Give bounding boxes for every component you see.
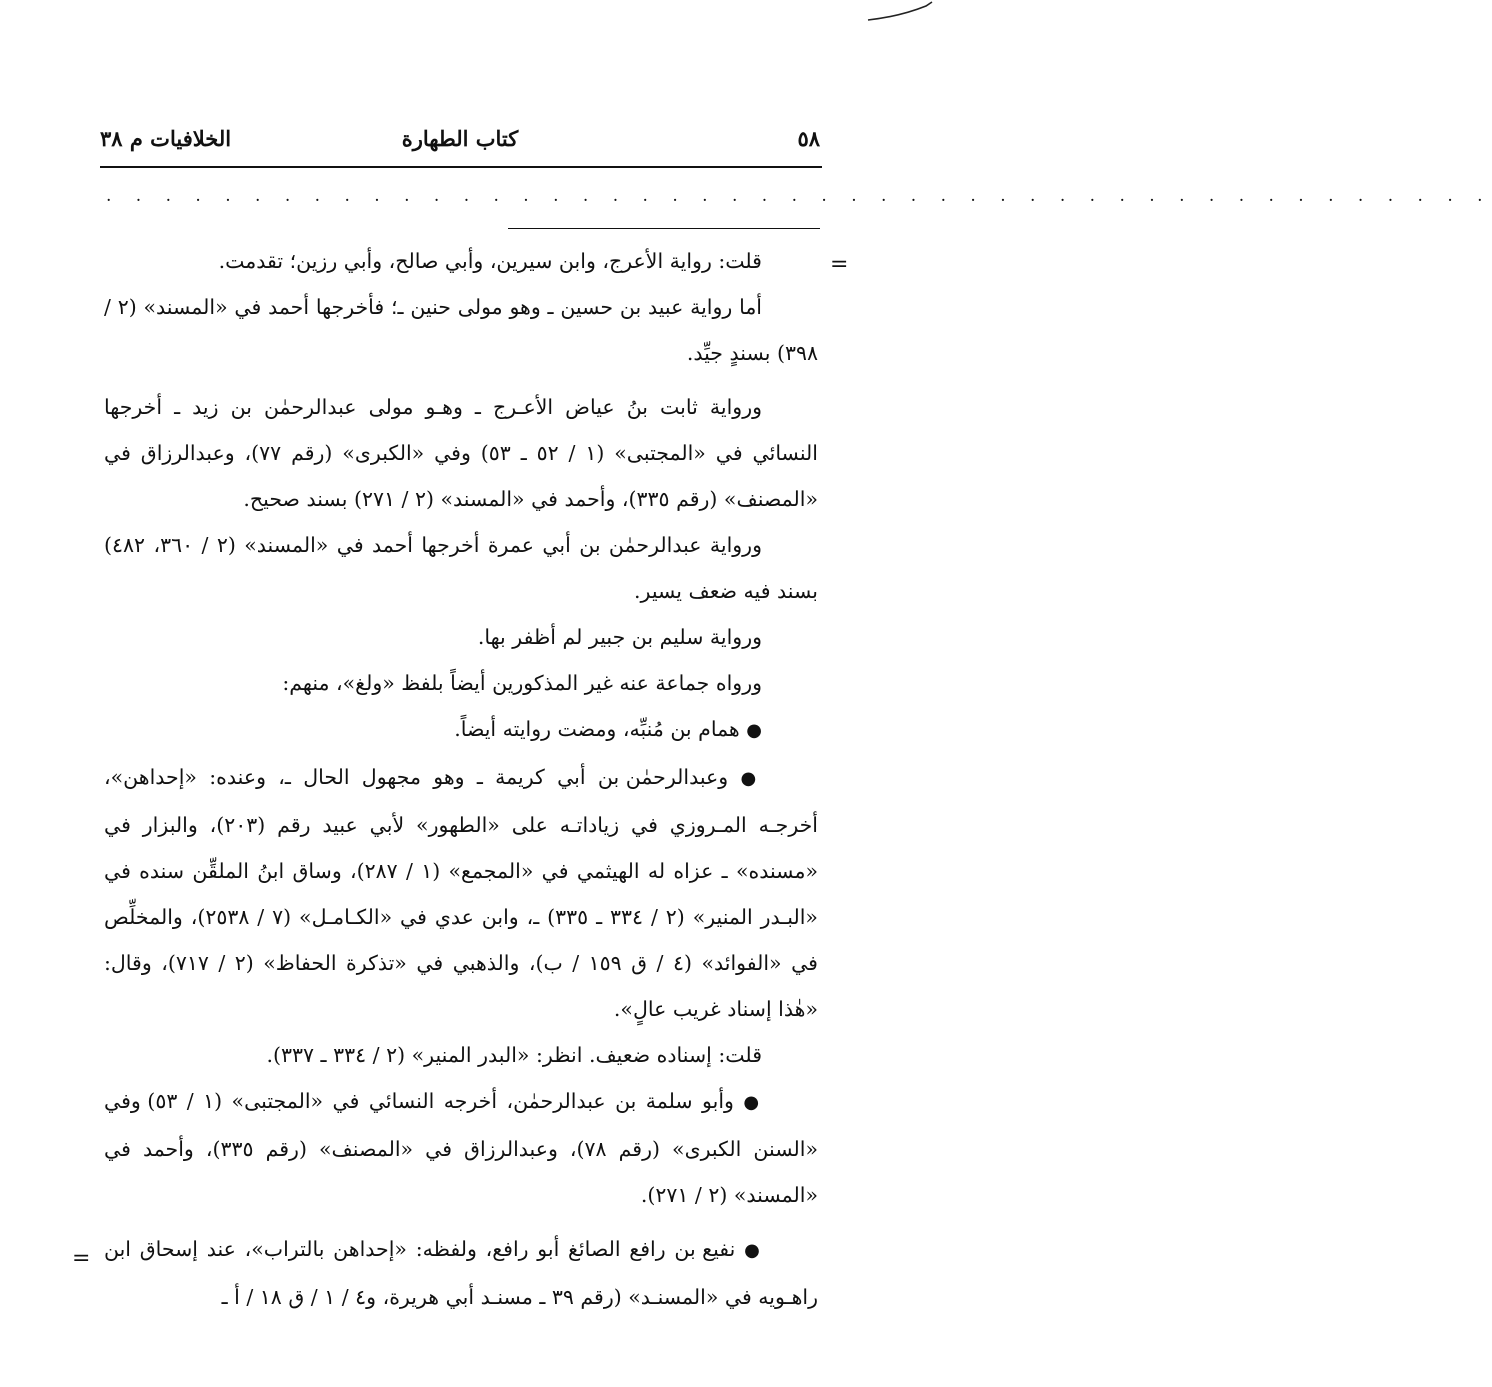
paragraph-text: ورواية سليم بن جبير لم أظفر بها. — [477, 625, 762, 649]
bullet-icon: ● — [744, 1240, 762, 1261]
bullet-icon: ● — [740, 768, 762, 789]
paragraph-text: ورواية عبدالرحمٰن بن أبي عمرة أخرجها أحمد في «المسند» (٢ / ٣٦٠، ٤٨٢) بسند فيه ضعف يسير. — [104, 533, 818, 603]
paragraph-p1 — [104, 238, 818, 284]
paragraph-text: قلت: إسناده ضعيف. انظر: «البدر المنير» (٢ / ٣٣٤ ـ ٣٣٧). — [266, 1043, 762, 1067]
paragraph-p5 — [104, 614, 818, 660]
paragraph-p4 — [104, 522, 818, 614]
paragraph-p10 — [104, 1078, 818, 1218]
header-rule — [100, 166, 822, 168]
paragraph-p11 — [104, 1226, 818, 1320]
paragraph-p8 — [104, 754, 818, 1032]
paragraph-text: قلت: رواية الأعرج، وابن سيرين، وأبي صالح، وأبي رزين؛ تقدمت. — [218, 249, 762, 273]
book-title: كتاب الطهارة — [401, 126, 519, 151]
paragraph-text: ورواية ثابت بنُ عياض الأعـرج ـ وهـو مولى عبدالرحمٰن بن زيد ـ أخرجها النسائي في «المجتبى» (١ / ٥٢ ـ ٥٣) وفي «الكبرى» (رقم ٧٧)، وعبدالرزاق في «المصنف» (رقم ٣٣٥)، وأحمد في «المسند» (٢ / ٢٧١) بسند صحيح. — [104, 395, 818, 511]
paragraph-text: وأبو سلمة بن عبدالرحمٰن، أخرجه النسائي في «المجتبى» (١ / ٥٣) وفي «السنن الكبرى» (رقم ٧٨)، وعبدالرزاق في «المصنف» (رقم ٣٣٥)، وأحمد في «المسند» (٢ / ٢٧١). — [104, 1089, 818, 1207]
page-header — [100, 126, 820, 160]
paragraph-p9 — [104, 1032, 818, 1078]
signature-mark: الخلافيات م ٣٨ — [100, 126, 232, 151]
paragraph-p6 — [104, 660, 818, 706]
paragraph-p2 — [104, 284, 818, 376]
paragraph-text: ورواه جماعة عنه غير المذكورين أيضاً بلفظ «ولغ»، منهم: — [282, 671, 762, 695]
bullet-icon: ● — [746, 720, 762, 741]
paragraph-text: أما رواية عبيد بن حسين ـ وهو مولى حنين ـ؛ فأخرجها أحمد في «المسند» (٢ / ٣٩٨) بسندٍ جيِّد. — [104, 295, 818, 365]
footnote-rule — [508, 228, 820, 229]
bullet-icon: ● — [743, 1092, 762, 1113]
footnote-body — [104, 238, 818, 1320]
paragraph-text: همام بن مُنبِّه، ومضت روايته أيضاً. — [454, 717, 740, 741]
paragraph-p3 — [104, 384, 818, 522]
corner-pen-mark — [866, 0, 936, 26]
continuation-mark-bottom: = — [72, 1246, 91, 1271]
paragraph-p7 — [104, 706, 818, 754]
page-number: ٥٨ — [797, 126, 820, 151]
paragraph-text: وعبدالرحمٰن بن أبي كريمة ـ وهو مجهول الحال ـ، وعنده: «إحداهن»، أخرجـه المـروزي في زياداتـه على «الطهور» لأبي عبيد رقم (٢٠٣)، والبزار في «مسنده» ـ عزاه له الهيثمي في «المجمع» (١ / ٢٨٧)، وساق ابنُ الملقِّن سنده في «البـدر المنير» (٢ / ٣٣٤ ـ ٣٣٥) ـ، وابن عدي في «الكـامـل» (٧ / ٢٥٣٨)، والمخلِّص في «الفوائد» (٤ / ق ١٥٩ / ب)، والذهبي في «تذكرة الحفاظ» (٢ / ٧١٧)، وقال: «هٰذا إسناد غريب عالٍ». — [104, 765, 818, 1021]
paragraph-text: نفيع بن رافع الصائغ أبو رافع، ولفظه: «إحداهن بالتراب»، عند إسحاق ابن راهـويه في «المسنـد» (رقم ٣٩ ـ مسنـد أبي هريرة، و٤ / ١ / ق ١٨ / أ ـ — [104, 1237, 818, 1309]
continuation-mark-top: = — [830, 252, 849, 277]
separator-dots: . . . . . . . . . . . . . . . . . . . . . . . . . . . . . . . . . . . . . . . . . . . . . . . — [106, 186, 1492, 206]
